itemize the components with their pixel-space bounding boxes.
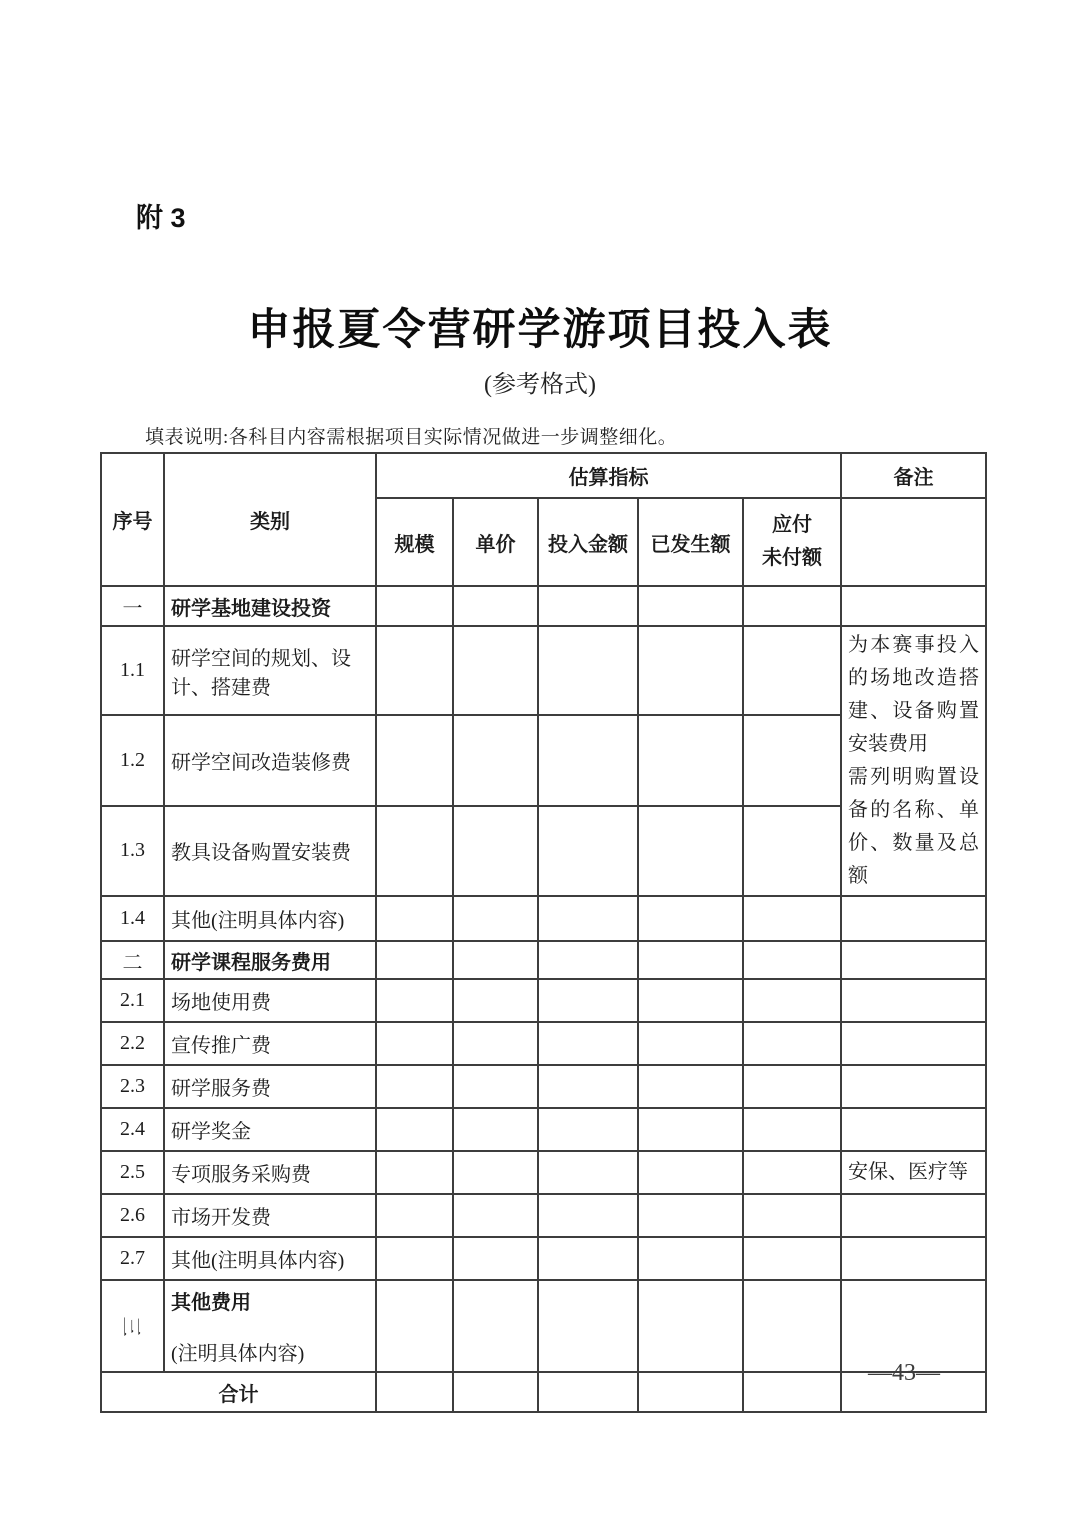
empty-cell	[743, 979, 841, 1022]
empty-cell	[638, 979, 743, 1022]
row-category-line1: 其他费用	[171, 1292, 251, 1314]
empty-cell	[376, 806, 453, 896]
row-category: 研学奖金	[164, 1108, 376, 1151]
remark-text: 为本赛事投入的场地改造搭建、设备购置安装费用	[848, 634, 980, 755]
empty-cell	[538, 1065, 638, 1108]
empty-cell	[453, 1022, 538, 1065]
table-row	[101, 1108, 986, 1151]
remark-cell	[841, 586, 986, 626]
empty-cell	[376, 1065, 453, 1108]
row-category: 其他(注明具体内容)	[164, 896, 376, 941]
table-row	[101, 1065, 986, 1108]
rotated-row-no: 三	[119, 1316, 141, 1336]
empty-cell	[743, 586, 841, 626]
empty-cell	[538, 715, 638, 805]
row-category: 场地使用费	[164, 979, 376, 1022]
remark-cell	[841, 1237, 986, 1280]
empty-cell	[453, 806, 538, 896]
empty-cell	[538, 979, 638, 1022]
row-no	[101, 1280, 164, 1372]
header-row-1	[101, 453, 986, 498]
empty-cell	[453, 1194, 538, 1237]
total-label: 合计	[101, 1372, 376, 1412]
empty-cell	[538, 1237, 638, 1280]
empty-cell	[376, 896, 453, 941]
empty-cell	[538, 1194, 638, 1237]
header-scale: 规模	[376, 498, 453, 586]
row-no: 二	[101, 941, 164, 979]
empty-cell	[538, 1108, 638, 1151]
empty-cell	[743, 896, 841, 941]
empty-cell	[638, 1151, 743, 1194]
table-row	[101, 979, 986, 1022]
row-category: 研学基地建设投资	[164, 586, 376, 626]
page-subtitle: (参考格式)	[484, 372, 596, 398]
empty-cell	[453, 941, 538, 979]
empty-cell	[376, 1280, 453, 1372]
table-row	[101, 941, 986, 979]
row-no: 2.4	[101, 1108, 164, 1151]
empty-cell	[453, 1237, 538, 1280]
row-category: 专项服务采购费	[164, 1151, 376, 1194]
remark-cell	[841, 896, 986, 941]
empty-cell	[743, 1194, 841, 1237]
empty-cell	[538, 626, 638, 715]
row-category: 宣传推广费	[164, 1022, 376, 1065]
empty-cell	[538, 806, 638, 896]
empty-cell	[743, 1151, 841, 1194]
empty-cell	[638, 896, 743, 941]
empty-cell	[638, 1022, 743, 1065]
table-row	[101, 1237, 986, 1280]
empty-cell	[453, 715, 538, 805]
row-no: 2.6	[101, 1194, 164, 1237]
row-no: 1.4	[101, 896, 164, 941]
row-category: 市场开发费	[164, 1194, 376, 1237]
remark-cell	[841, 941, 986, 979]
empty-cell	[743, 715, 841, 805]
empty-cell	[376, 1194, 453, 1237]
empty-cell	[376, 941, 453, 979]
empty-cell	[743, 626, 841, 715]
row-no: 2.5	[101, 1151, 164, 1194]
row-no: 2.2	[101, 1022, 164, 1065]
header-incurred: 已发生额	[638, 498, 743, 586]
empty-cell	[638, 806, 743, 896]
empty-cell	[743, 1108, 841, 1151]
empty-cell	[453, 896, 538, 941]
empty-cell	[453, 1280, 538, 1372]
empty-cell	[538, 586, 638, 626]
page-title: 申报夏令营研学游项目投入表	[247, 307, 833, 354]
empty-cell	[638, 715, 743, 805]
header-payable	[743, 498, 841, 586]
empty-cell	[743, 1237, 841, 1280]
table-row	[101, 586, 986, 626]
row-no: 2.3	[101, 1065, 164, 1108]
appendix-label: 附 3	[136, 203, 186, 233]
empty-cell	[638, 1280, 743, 1372]
header-payable-line2: 未付额	[762, 547, 822, 569]
empty-cell	[376, 1237, 453, 1280]
header-remark-sub	[841, 498, 986, 586]
empty-cell	[638, 626, 743, 715]
header-invest-amount: 投入金额	[538, 498, 638, 586]
empty-cell	[743, 1280, 841, 1372]
empty-cell	[743, 1065, 841, 1108]
table-row	[101, 896, 986, 941]
row-no: 2.1	[101, 979, 164, 1022]
empty-cell	[638, 1108, 743, 1151]
empty-cell	[743, 941, 841, 979]
remark-cell	[841, 1280, 986, 1372]
empty-cell	[638, 586, 743, 626]
table-row	[101, 1194, 986, 1237]
empty-cell	[538, 1280, 638, 1372]
empty-cell	[453, 586, 538, 626]
row-no: 2.7	[101, 1237, 164, 1280]
row-category-line2: (注明具体内容)	[171, 1343, 305, 1365]
table-row	[101, 1022, 986, 1065]
empty-cell	[538, 941, 638, 979]
empty-cell	[376, 586, 453, 626]
empty-cell	[538, 1151, 638, 1194]
row-category	[164, 1280, 376, 1372]
table-row	[101, 626, 986, 715]
empty-cell	[453, 1151, 538, 1194]
empty-cell	[376, 1022, 453, 1065]
empty-cell	[453, 626, 538, 715]
empty-cell	[376, 626, 453, 715]
header-remark: 备注	[841, 453, 986, 498]
empty-cell	[743, 806, 841, 896]
header-index: 序号	[101, 453, 164, 586]
empty-cell	[453, 1108, 538, 1151]
table-row	[101, 1151, 986, 1194]
row-no: 1.1	[101, 626, 164, 715]
row-no: 1.2	[101, 715, 164, 805]
empty-cell	[376, 1151, 453, 1194]
row-category: 教具设备购置安装费	[164, 806, 376, 896]
empty-cell	[743, 1022, 841, 1065]
remark-cell	[841, 1194, 986, 1237]
remark-text: 需列明购置设备的名称、单价、数量及总额	[848, 766, 980, 887]
row-category: 研学空间的规划、设计、搭建费	[164, 626, 376, 715]
empty-cell	[538, 1022, 638, 1065]
row-category: 研学服务费	[164, 1065, 376, 1108]
investment-table	[100, 452, 987, 1413]
row-no: 1.3	[101, 806, 164, 896]
empty-cell	[638, 1065, 743, 1108]
remark-cell	[841, 1065, 986, 1108]
empty-cell	[376, 979, 453, 1022]
row-category: 其他(注明具体内容)	[164, 1237, 376, 1280]
empty-cell	[376, 715, 453, 805]
fill-instruction-note: 填表说明:各科目内容需根据项目实际情况做进一步调整细化。	[145, 427, 678, 448]
table-row	[101, 1280, 986, 1372]
header-unit-price: 单价	[453, 498, 538, 586]
empty-cell	[453, 979, 538, 1022]
empty-cell	[638, 1237, 743, 1280]
header-estimate-group: 估算指标	[376, 453, 841, 498]
header-category: 类别	[164, 453, 376, 586]
remark-cell	[841, 1108, 986, 1151]
remark-cell	[841, 979, 986, 1022]
header-payable-line1: 应付	[772, 514, 812, 536]
empty-cell	[538, 896, 638, 941]
page-number: —43—	[868, 1360, 940, 1386]
empty-cell	[638, 941, 743, 979]
row-category: 研学课程服务费用	[164, 941, 376, 979]
row-no: 一	[101, 586, 164, 626]
empty-cell	[376, 1108, 453, 1151]
remark-cell: 安保、医疗等	[841, 1151, 986, 1194]
remark-cell	[841, 1022, 986, 1065]
empty-cell	[453, 1065, 538, 1108]
empty-cell	[638, 1194, 743, 1237]
merged-remark-cell	[841, 626, 986, 896]
row-category: 研学空间改造装修费	[164, 715, 376, 805]
